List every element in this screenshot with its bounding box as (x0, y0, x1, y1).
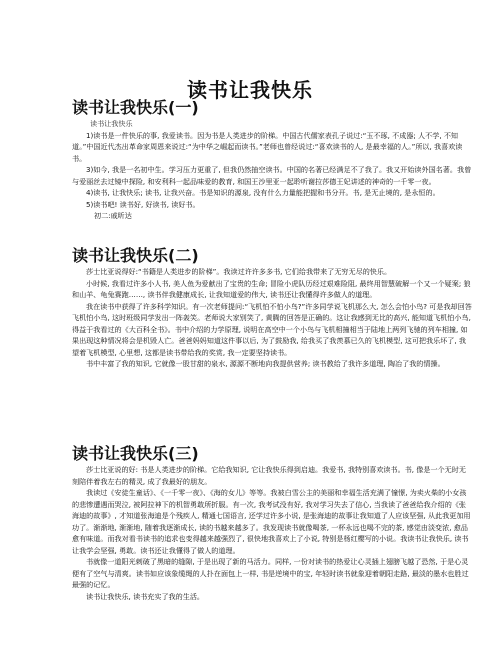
section-two-paragraph: 小时候, 我看过许多小人书, 美人鱼为爱献出了宝贵的生命; 冒险小虎队历经过艰难险阻, 最终用智慧破解一个又一个疑案; 狼和山羊、龟兔赛跑……, 读书伴我健康成长, 让我知道爱的伟大, 读书还让我懂得许多做人的道理。 (72, 278, 471, 299)
section-three-heading: 读书让我快乐(三) (72, 444, 199, 463)
section-two-paragraph: 莎士比亚说得好:“书籍是人类进步的阶梯”。我读过许许多多书, 它们给我带来了无穷无尽的快乐。 (86, 267, 392, 276)
section-one-author: 初二:戚昕达 (94, 211, 132, 220)
section-two-heading: 读书让我快乐(二) (72, 246, 199, 265)
section-two-paragraph: 书中丰富了我的知识, 它就像一股甘甜的泉水, 源源不断地向我提供营养; 读书教给了我许多道理, 陶冶了我的情操。 (86, 359, 445, 368)
section-three (72, 444, 472, 602)
section-two (72, 246, 472, 370)
section-three-paragraph: 书就像一道阳光刺破了黑暗的缝隙, 于是出现了新的马活力。同样, 一份对读书的热爱让心灵插上翅膀飞越了恐然, 于是心灵便有了空气与清爽。读书如应该象缆绳的人扑在面包上一样, 书是逆境中的宝, 年轻时读书就象迎着朝阳走路, 最淡的墨水也胜过最强的记忆。 (72, 557, 469, 589)
section-one-paragraph: 3)如今, 我是一名初中生。学习压力更重了, 但我仍然抽空读书。中国的名著已经满足不了我了。我又开始读外国名著。我曾与爱丽丝去过镜中探险, 和安利科一起品味爱的教育, 和国王沙里亚一起聆听谢拉莎德王妃讲述的神奇的一千零一夜。 (72, 165, 472, 186)
section-one-heading: 读书让我快乐(一) (72, 98, 199, 117)
section-three-paragraph: 莎士比亚说的好: 书是人类进步的阶梯。它给我知识, 它让我快乐得到启迪。我爱书, 我特别喜欢读书。书, 像是一个无时无刻陪伴着我左右的精灵, 成了我最好的朋友。 (72, 465, 466, 486)
section-one (72, 98, 472, 222)
document-title: 读书让我快乐 (187, 78, 313, 102)
section-three-paragraph: 我读过《安徒生童话》、《一千零一夜》、《海的女儿》等等。我被白雪公主的美丽和幸福生活充满了憧憬, 为卖火柴的小女孩的悲惨遭遇而哭泣, 被阿拉神下的机智勇敢所折服。有一次, 我考试没有好, 我对学习失去了信心, 当我读了爸爸给我介绍的《张海迪的故事》, 才知道张海迪是个残疾人, 精通七国语言, 还学过许多小说, 是张海迪的故事让我知道了人应该坚强, 从此我更加用功了。渐渐地, 渐渐地, 随着我逐渐成长, 读的书越来越多了。我发现读书就像喝茶, 一杯永远也喝不完的茶, 感觉由淡变浓, 愈品愈有味道。而我对看书读书的追求也变得越来越强烈了, 很快地我喜欢上了小说, 特别是杨红樱写的小说。我读书让我快乐, 读书让我学会坚强, 勇敢。读书还让我懂得了做人的道理。 (72, 488, 471, 555)
section-one-subtitle: 读书让我快乐 (90, 119, 133, 128)
section-three-paragraph: 读书让我快乐, 读书充实了我的生活。 (86, 591, 205, 601)
section-two-paragraph: 我在读书中获得了许多科学知识。有一次老师提问:“飞机怕不怕小鸟?”许多同学说飞机那么大, 怎么会怕小鸟? 可是我却回答飞机怕小鸟, 这时班级同学发出一阵轰笑。老师说大家别笑了, 黄腾的回答是正确的。这让我感到无比的高兴, 能知道飞机怕小鸟, 得益于我看过的《大百科全书》。书中介绍的力学原理, 说明在高空中一个小鸟与飞机相撞相当于陆地上两列飞驰的列车相撞, 如果出现这种情况将会是机毁人亡。爸爸妈妈知道这件事以后, 为了鼓励我, 给我买了我羡慕已久的飞机模型, 这可把我乐坏了, 我望着飞机模型, 心里想, 这都是读书带给我的奖赏, 我一定要坚持读书。 (72, 301, 472, 357)
section-one-paragraph: 5)读书吧! 读书好, 好读书, 读好书。 (86, 199, 200, 209)
section-one-paragraph: 4)读书, 让我快乐; 读书, 让我兴奋。书是知识的源泉, 没有什么力量能把握和书分开。书, 是无止境的, 是永恒的。 (86, 188, 440, 197)
section-one-paragraph: 1)读书是一件快乐的事, 我爱读书。因为书是人类进步的阶梯。中国古代儒家表孔子说过:“玉不琢, 不成器; 人不学, 不知道。”中国近代杰出革命家周恩来说过:“为中华之崛起而读书。”老师也曾经说过:“喜欢读书的人, 是最幸福的人。”所以, 我喜欢读书。 (72, 130, 463, 163)
